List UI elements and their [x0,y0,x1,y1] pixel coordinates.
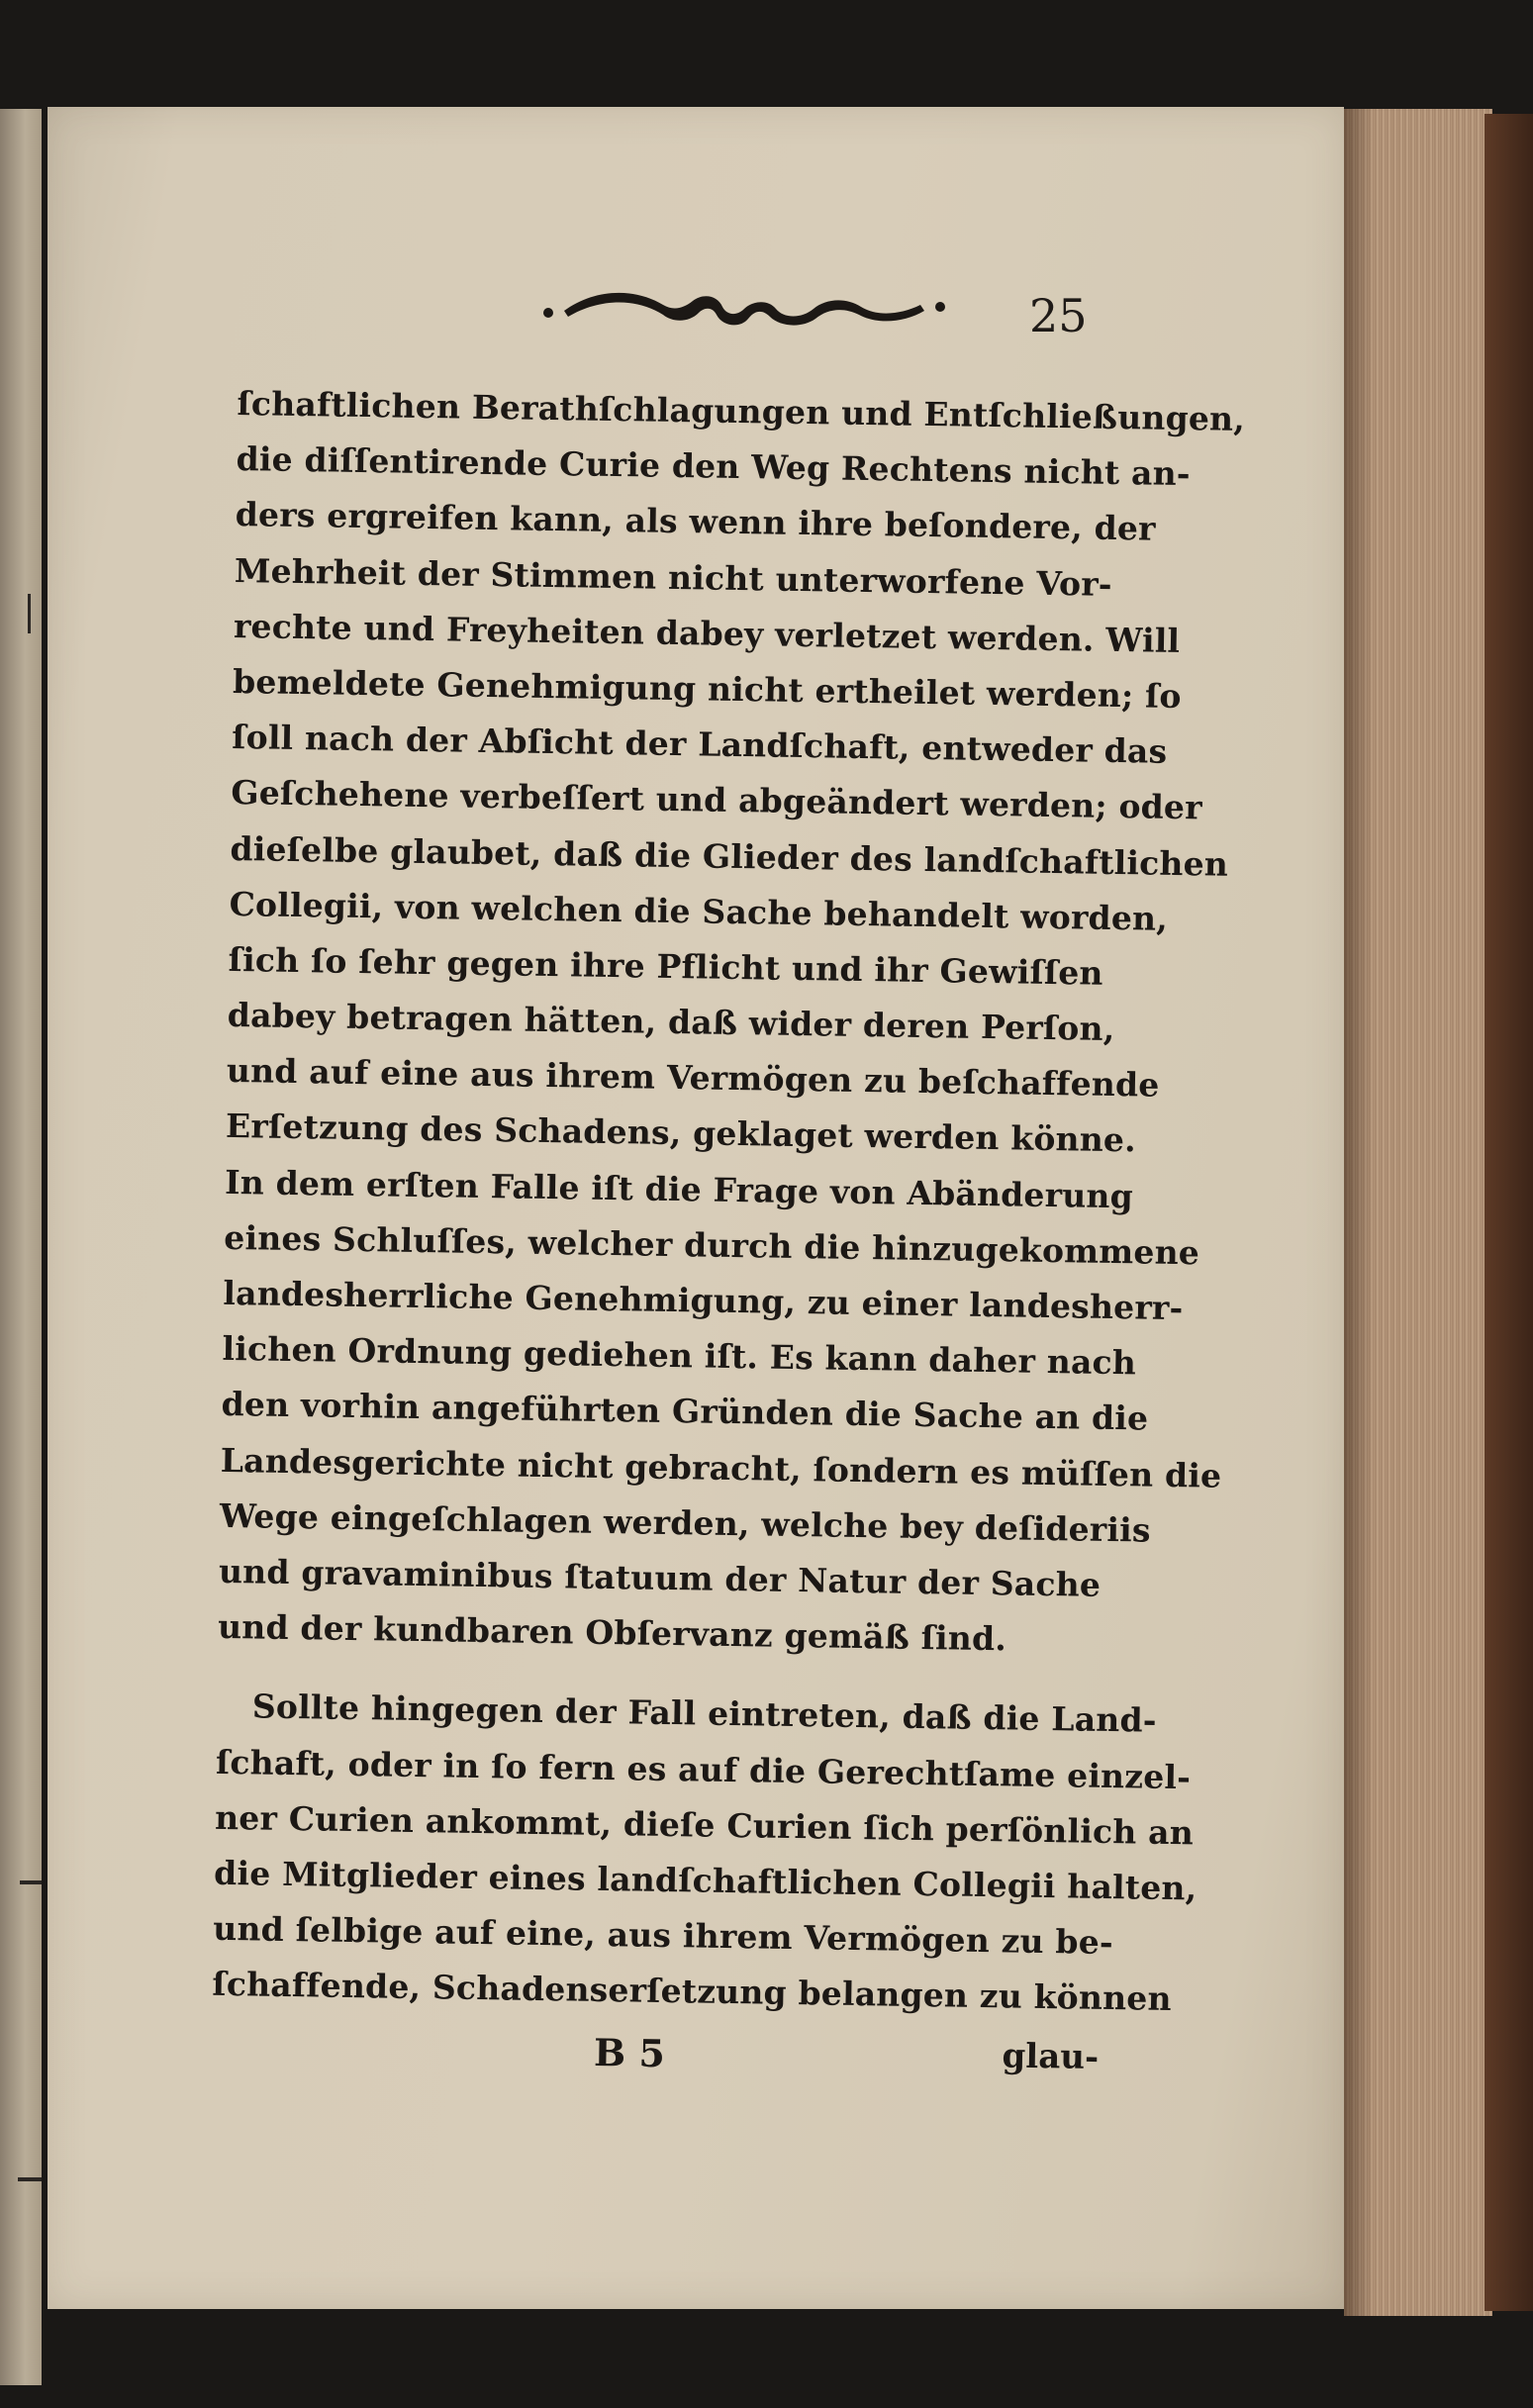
catchword: glau- [1002,2036,1100,2078]
text-line: dieſelbe glaubet, daß die Glieder des landſchaftlichen [230,828,1229,884]
text-line: Erſetzung des Schadens, geklaget werden könne. [225,1107,1137,1160]
text-line: ſoll nach der Abſicht der Landſchaft, entweder das [231,718,1168,771]
text-line: und auf eine aus ihrem Vermögen zu beſchaffende [226,1051,1160,1105]
text-line: ſchaft, oder in ſo fern es auf die Gerechtſame einzel- [215,1742,1192,1796]
text-line: landesherrliche Genehmigung, zu einer landesherr- [223,1273,1184,1328]
left-facing-page-edge [0,109,42,2385]
text-line: die diſſentirende Curie den Weg Rechtens nicht an- [236,439,1192,494]
edge-mark [28,594,31,633]
book-cover-edge [1485,114,1533,2311]
fleuron-ornament-icon [525,279,960,342]
page-footer [594,2030,1100,2097]
text-line: Geſchehene verbeſſert und abgeändert werden; oder [231,773,1203,827]
text-line: In dem erſten Falle iſt die Frage von Abänderung [224,1162,1134,1215]
text-line: Mehrheit der Stimmen nicht unterworfene Vor- [234,550,1113,604]
text-line: ſchaffende, Schadenserſetzung belangen zu können [212,1965,1173,2019]
signature-mark: B 5 [593,2029,666,2076]
text-line: dabey betragen hätten, daß wider deren Perſon, [227,995,1115,1049]
text-line: bemeldete Genehmigung nicht ertheilet werden; ſo [232,661,1182,716]
page-gutter-shadow [1344,109,1374,2316]
text-line: und der kundbaren Obſervanz gemäß ſind. [217,1606,1007,1659]
text-line: ders ergreifen kann, als wenn ihre beſondere, der [235,495,1156,548]
text-line: den vorhin angeführten Gründen die Sache an die [221,1385,1149,1438]
text-line: rechte und Freyheiten dabey verletzet werden. Will [233,606,1181,660]
text-line: ſich ſo ſehr gegen ihre Pflicht und ihr Gewiſſen [228,939,1103,993]
text-line: Wege eingeſchlagen werden, welche bey deſideriis [219,1495,1151,1550]
edge-mark [18,2177,42,2181]
running-header [238,279,1128,358]
text-line: eines Schluſſes, welcher durch die hinzugekommene [224,1217,1200,1273]
text-line: die Mitglieder eines landſchaftlichen Collegii halten, [213,1853,1198,1908]
text-line: Collegii, von welchen die Sache behandelt worden, [229,884,1169,938]
body-text [212,376,1246,2026]
text-line: lichen Ordnung gediehen iſt. Es kann daher nach [222,1329,1137,1383]
text-line: Landesgerichte nicht gebracht, ſondern es müſſen die [220,1440,1222,1495]
paragraph [212,1679,1198,2026]
edge-mark [20,1880,42,1884]
text-line: und ſelbige auf eine, aus ihrem Vermögen zu be- [213,1908,1114,1963]
text-line: und gravaminibus ſtatuum der Natur der Sache [218,1551,1102,1604]
paragraph [217,376,1246,1669]
text-line: ſchaftlichen Berathſchlagungen und Entſchließungen, [237,383,1246,438]
text-line: Sollte hingegen der Fall eintreten, daß die Land- [251,1686,1158,1741]
page-number: 25 [1029,289,1088,342]
text-line: ner Curien ankommt, dieſe Curien ſich perſönlich an [214,1797,1195,1853]
